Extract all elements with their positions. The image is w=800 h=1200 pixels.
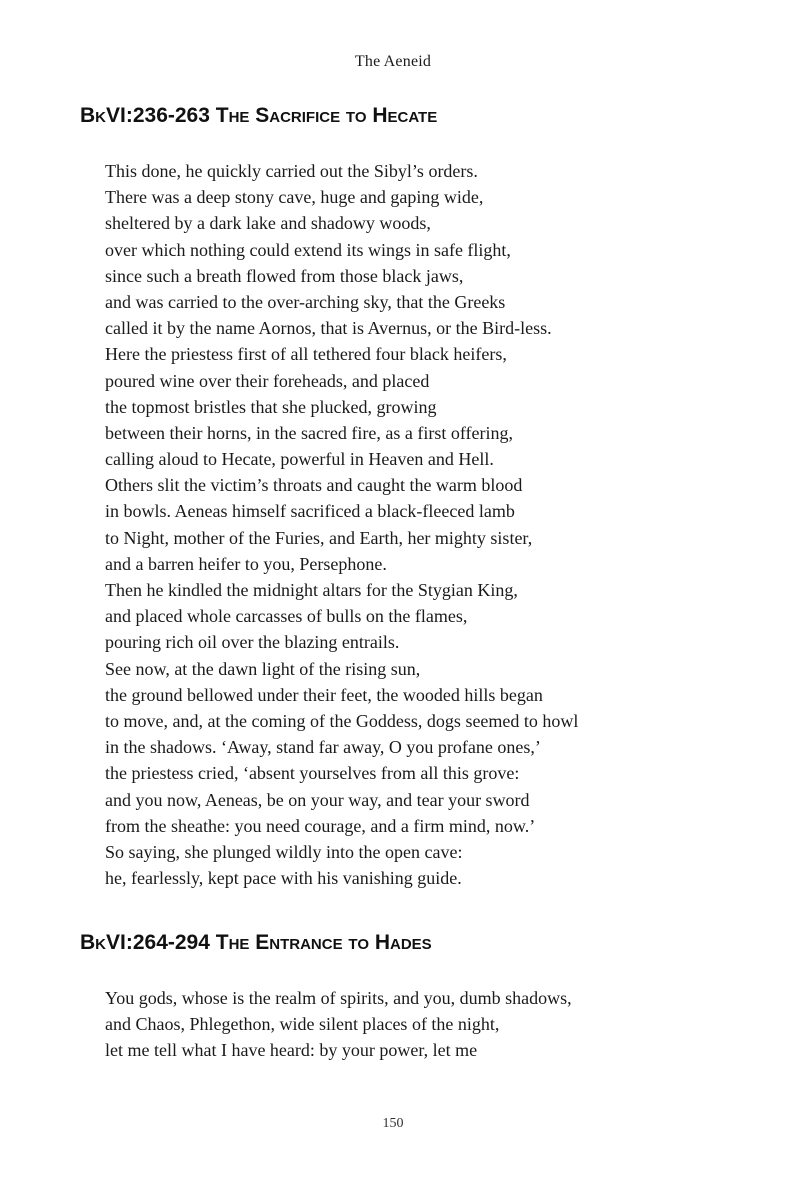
verse-line: and placed whole carcasses of bulls on the flames, bbox=[105, 606, 468, 627]
verse-line: and Chaos, Phlegethon, wide silent places of the night, bbox=[105, 1014, 500, 1035]
verse-line: to Night, mother of the Furies, and Earth, her mighty sister, bbox=[105, 527, 533, 548]
section-heading-entrance-to-hades bbox=[80, 931, 432, 955]
section-ref: BkVI:264-294 bbox=[80, 931, 210, 954]
verse-line: pouring rich oil over the blazing entrails. bbox=[105, 632, 400, 653]
verse-line: and you now, Aeneas, be on your way, and tear your sword bbox=[105, 789, 530, 810]
verse-line: and a barren heifer to you, Persephone. bbox=[105, 553, 387, 574]
verse-line: Then he kindled the midnight altars for the Stygian King, bbox=[105, 580, 518, 600]
verse-line: in the shadows. ‘Away, stand far away, O you profane ones,’ bbox=[105, 737, 541, 758]
verse-line: Here the priestess first of all tethered four black heifers, bbox=[105, 344, 507, 365]
verse-line: the ground bellowed under their feet, the wooded hills began bbox=[105, 684, 543, 705]
verse-line: from the sheathe: you need courage, and a firm mind, now.’ bbox=[105, 815, 536, 836]
section-title: The Entrance to Hades bbox=[215, 931, 432, 954]
section-ref: BkVI:236-263 bbox=[80, 104, 210, 127]
verse-line: since such a breath flowed from those black jaws, bbox=[105, 265, 464, 286]
verse-line: the priestess cried, ‘absent yourselves from all this grove: bbox=[105, 763, 520, 784]
verse-line: the topmost bristles that she plucked, growing bbox=[105, 396, 437, 417]
verse-line: and was carried to the over-arching sky, that the Greeks bbox=[105, 291, 506, 312]
verse-line: calling aloud to Hecate, powerful in Heaven and Hell. bbox=[105, 449, 494, 470]
verse-line: There was a deep stony cave, huge and gaping wide, bbox=[105, 187, 484, 208]
verse-line: let me tell what I have heard: by your power, let me bbox=[105, 1040, 478, 1061]
verse-line: See now, at the dawn light of the rising sun, bbox=[105, 658, 421, 679]
verse-line: called it by the name Aornos, that is Avernus, or the Bird-less. bbox=[105, 318, 552, 339]
verse-line: This done, he quickly carried out the Sibyl’s orders. bbox=[105, 161, 478, 181]
verse-line: You gods, whose is the realm of spirits, and you, dumb shadows, bbox=[105, 988, 572, 1008]
page-number: 150 bbox=[382, 1116, 404, 1131]
running-header: The Aeneid bbox=[354, 53, 432, 70]
verse-line: between their horns, in the sacred fire, as a first offering, bbox=[105, 422, 514, 443]
verse-line: poured wine over their foreheads, and placed bbox=[105, 370, 430, 391]
verse-block-sacrifice-to-hecate bbox=[105, 158, 578, 891]
section-title: The Sacrifice to Hecate bbox=[215, 104, 438, 127]
verse-line: over which nothing could extend its wings in safe flight, bbox=[105, 239, 511, 260]
verse-line: he, fearlessly, kept pace with his vanishing guide. bbox=[105, 868, 462, 889]
verse-line: to move, and, at the coming of the Goddess, dogs seemed to howl bbox=[105, 710, 579, 731]
verse-line: in bowls. Aeneas himself sacrificed a black-fleeced lamb bbox=[105, 501, 515, 522]
verse-line: Others slit the victim’s throats and caught the warm blood bbox=[105, 475, 523, 496]
verse-block-entrance-to-hades bbox=[105, 985, 572, 1064]
section-heading-sacrifice-to-hecate bbox=[80, 104, 437, 128]
verse-line: sheltered by a dark lake and shadowy woods, bbox=[105, 213, 431, 234]
verse-line: So saying, she plunged wildly into the open cave: bbox=[105, 841, 463, 862]
